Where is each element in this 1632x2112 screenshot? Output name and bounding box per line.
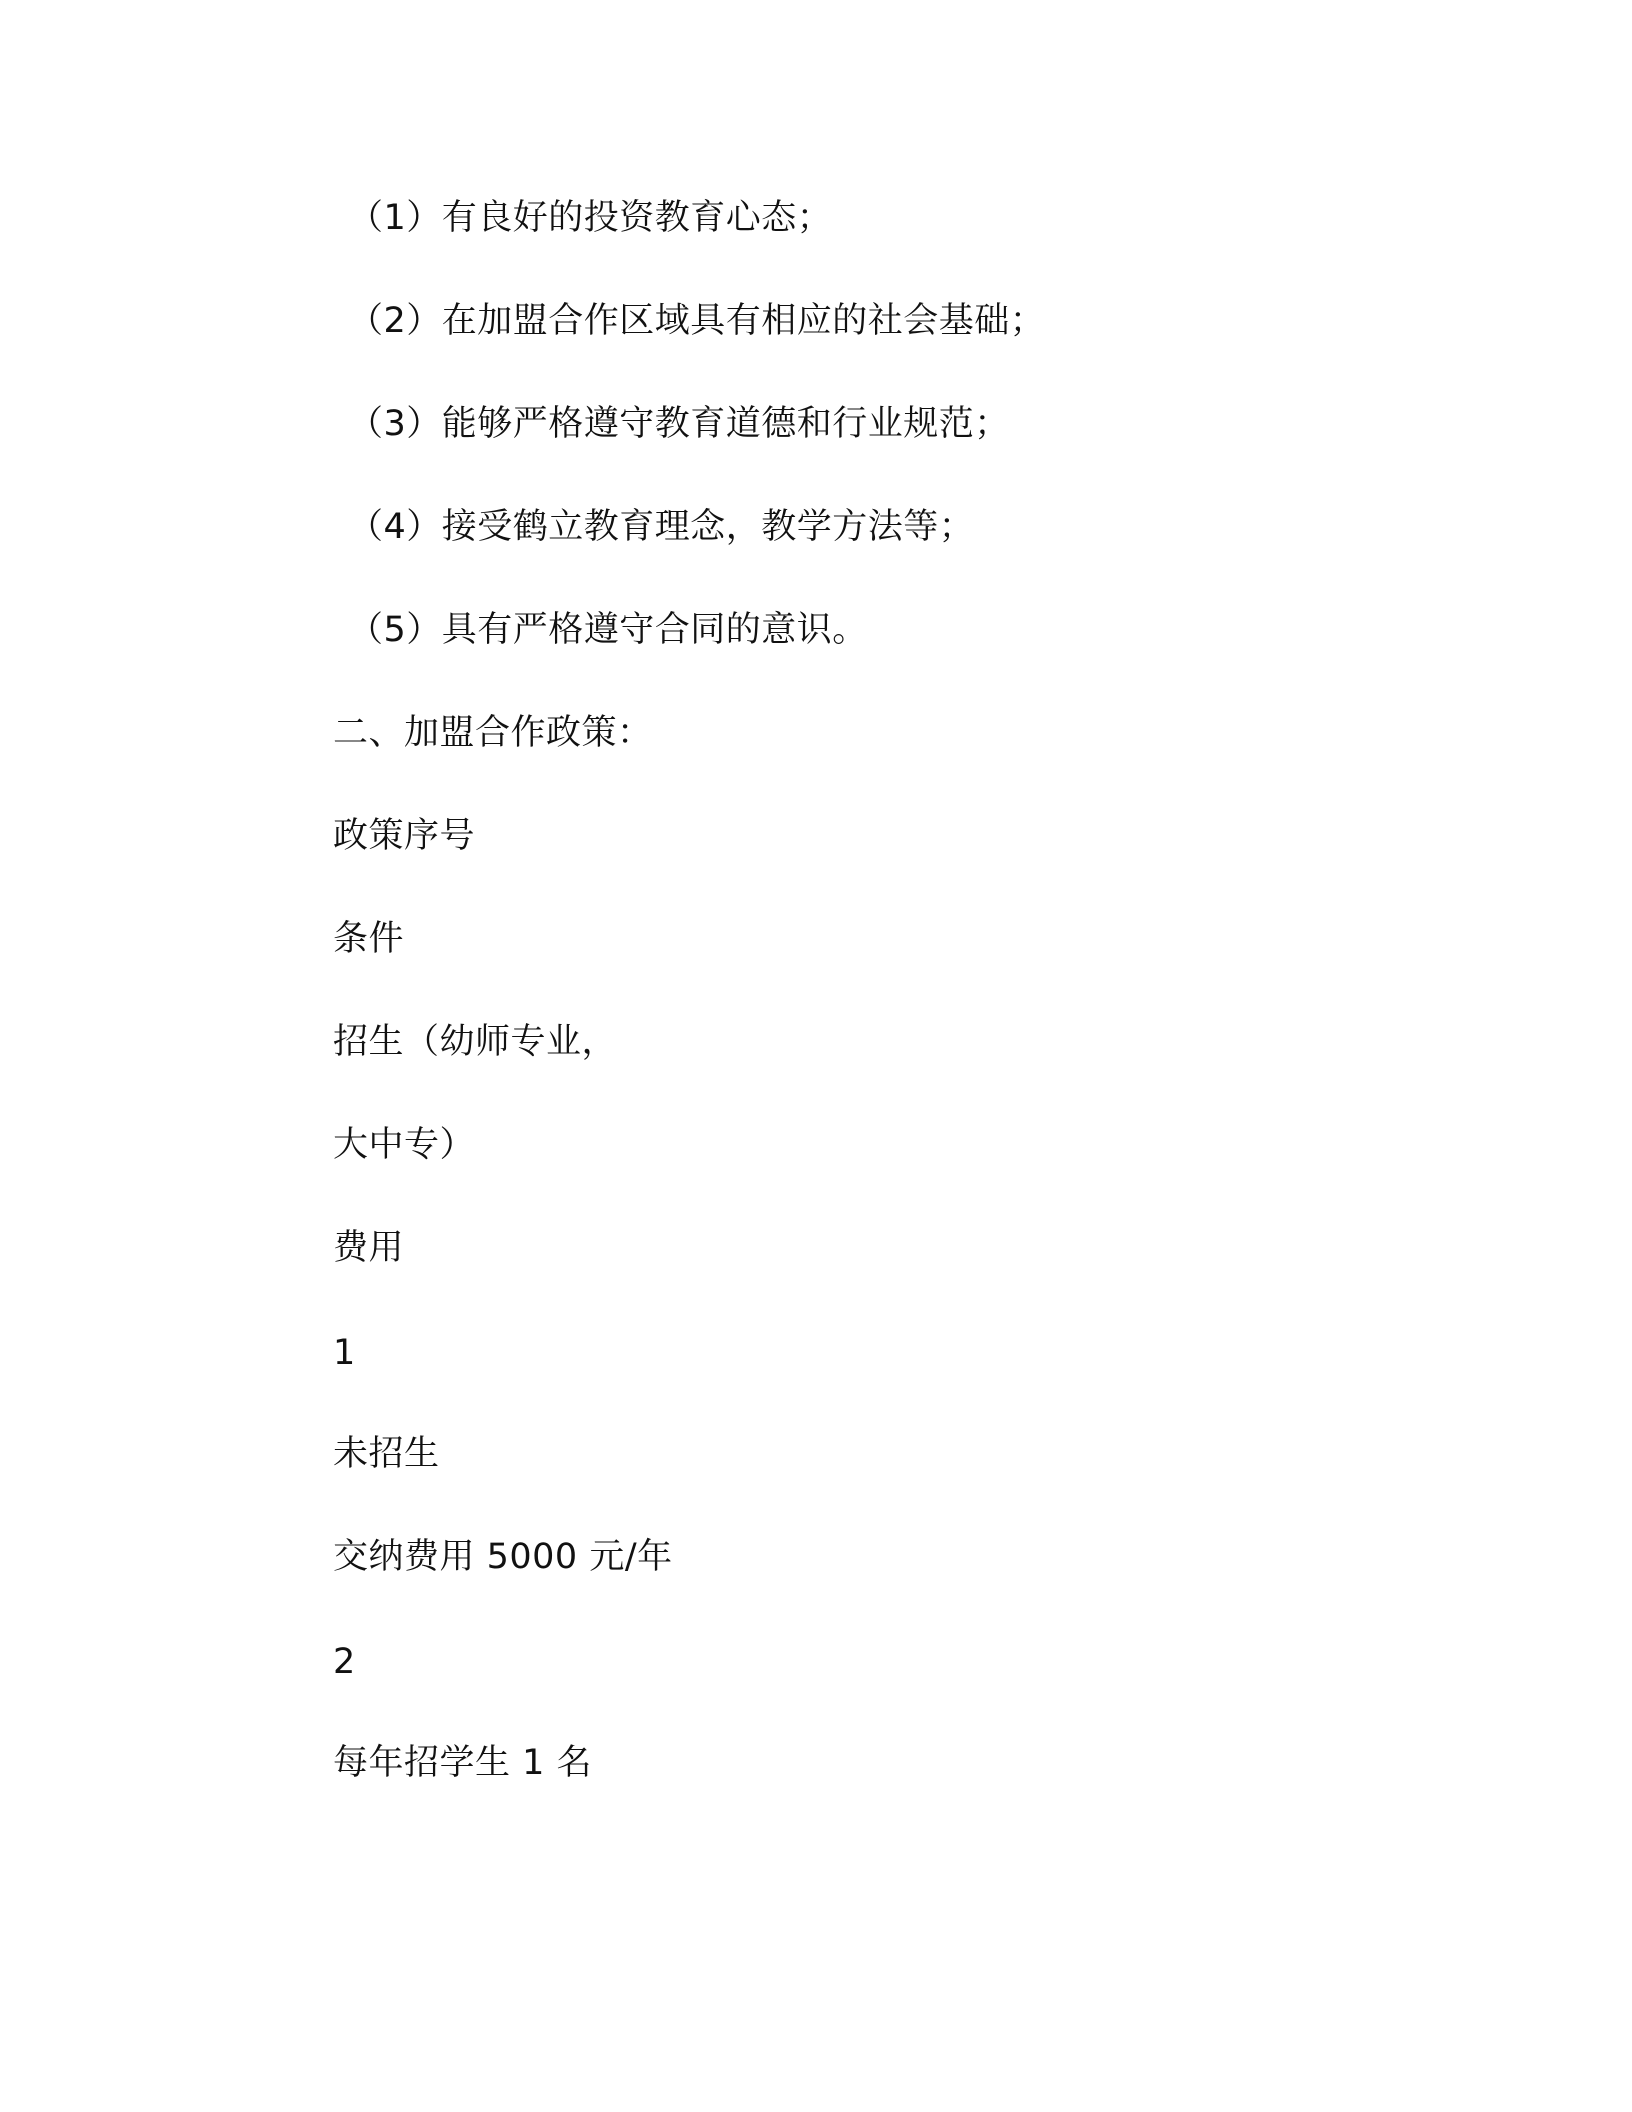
condition-item-3: （3）能够严格遵守教育道德和行业规范； [348, 404, 1010, 444]
condition-item-1: （1）有良好的投资教育心态； [348, 198, 833, 238]
table-header-fee: 费用 [333, 1228, 405, 1268]
table-cell-row2-number: 2 [333, 1642, 356, 1682]
condition-item-5: （5）具有严格遵守合同的意识。 [348, 610, 868, 650]
table-cell-row1-fee: 交纳费用 5000 元/年 [333, 1537, 673, 1577]
table-cell-row1-enrollment: 未招生 [333, 1434, 440, 1474]
table-cell-row1-number: 1 [333, 1333, 356, 1373]
table-header-enrollment-line2: 大中专） [333, 1125, 476, 1165]
table-header-policy-number: 政策序号 [333, 816, 476, 856]
table-header-condition: 条件 [333, 919, 405, 959]
table-cell-row2-enrollment: 每年招学生 1 名 [333, 1743, 593, 1783]
table-header-enrollment-line1: 招生（幼师专业， [333, 1022, 618, 1062]
condition-item-4: （4）接受鹤立教育理念，教学方法等； [348, 507, 975, 547]
condition-item-2: （2）在加盟合作区域具有相应的社会基础； [348, 301, 1046, 341]
section-heading: 二、加盟合作政策： [333, 713, 653, 753]
